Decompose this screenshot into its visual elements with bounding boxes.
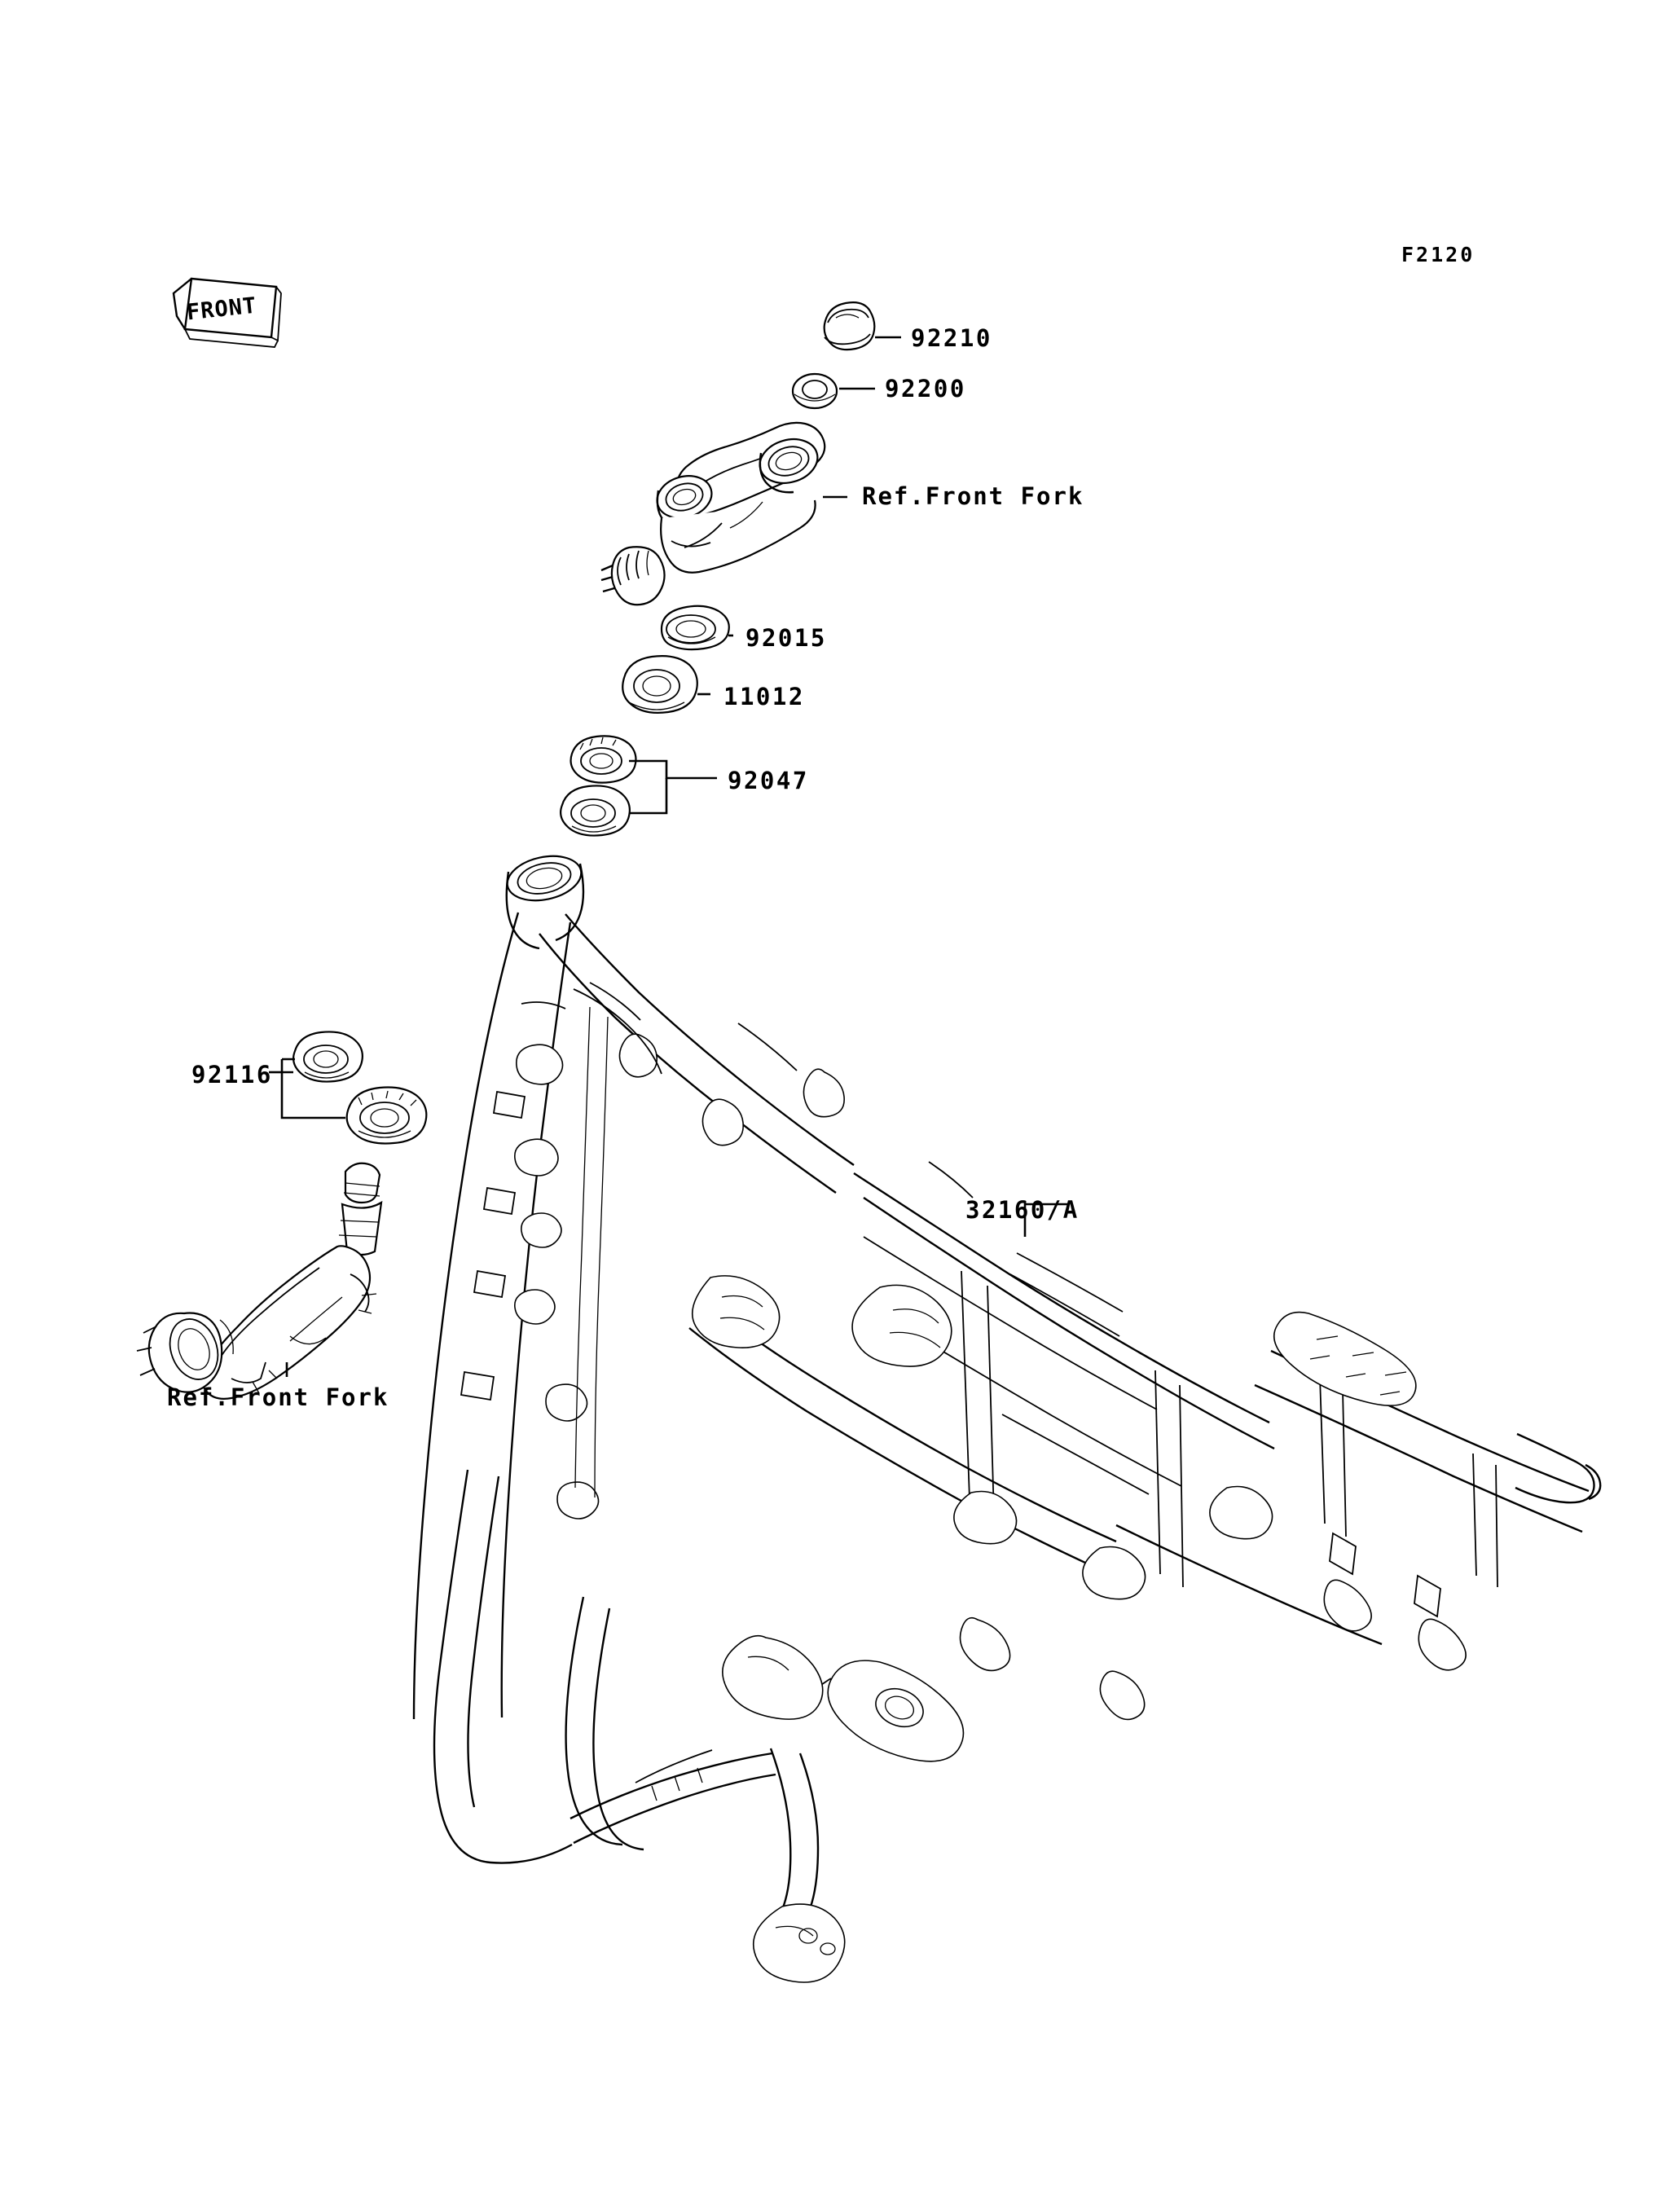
- frame-head-tube: [504, 850, 586, 948]
- part-92047-race-upper: [571, 736, 636, 782]
- part-92047-race-lower: [561, 785, 630, 835]
- part-lower-fork-bracket: [137, 1163, 381, 1399]
- part-upper-fork-bridge: [601, 423, 825, 605]
- leader-92047-b: [629, 778, 666, 813]
- sheet-code: F2120: [1401, 243, 1475, 266]
- part-92200-washer: [793, 374, 837, 408]
- callout-92116: 92116: [191, 1061, 273, 1089]
- part-92116-bearing-upper: [293, 1031, 363, 1081]
- callout-92200: 92200: [885, 375, 966, 402]
- part-32160-frame: [414, 850, 1600, 1982]
- leader-92047: [629, 761, 717, 778]
- callout-ref-front-fork-lower: Ref.Front Fork: [167, 1383, 389, 1411]
- callout-11012: 11012: [723, 683, 805, 710]
- front-badge-label: FRONT: [185, 292, 258, 326]
- callout-92015: 92015: [745, 624, 827, 652]
- callout-32160: 32160/A: [965, 1196, 1080, 1224]
- part-11012-cap: [622, 656, 697, 713]
- part-92210-nut: [825, 302, 875, 350]
- callout-92210: 92210: [911, 324, 992, 352]
- part-92116-bearing-lower: [347, 1088, 427, 1144]
- callout-92047: 92047: [728, 767, 809, 794]
- part-92015-locknut: [662, 606, 729, 649]
- callout-ref-front-fork-upper: Ref.Front Fork: [862, 482, 1084, 510]
